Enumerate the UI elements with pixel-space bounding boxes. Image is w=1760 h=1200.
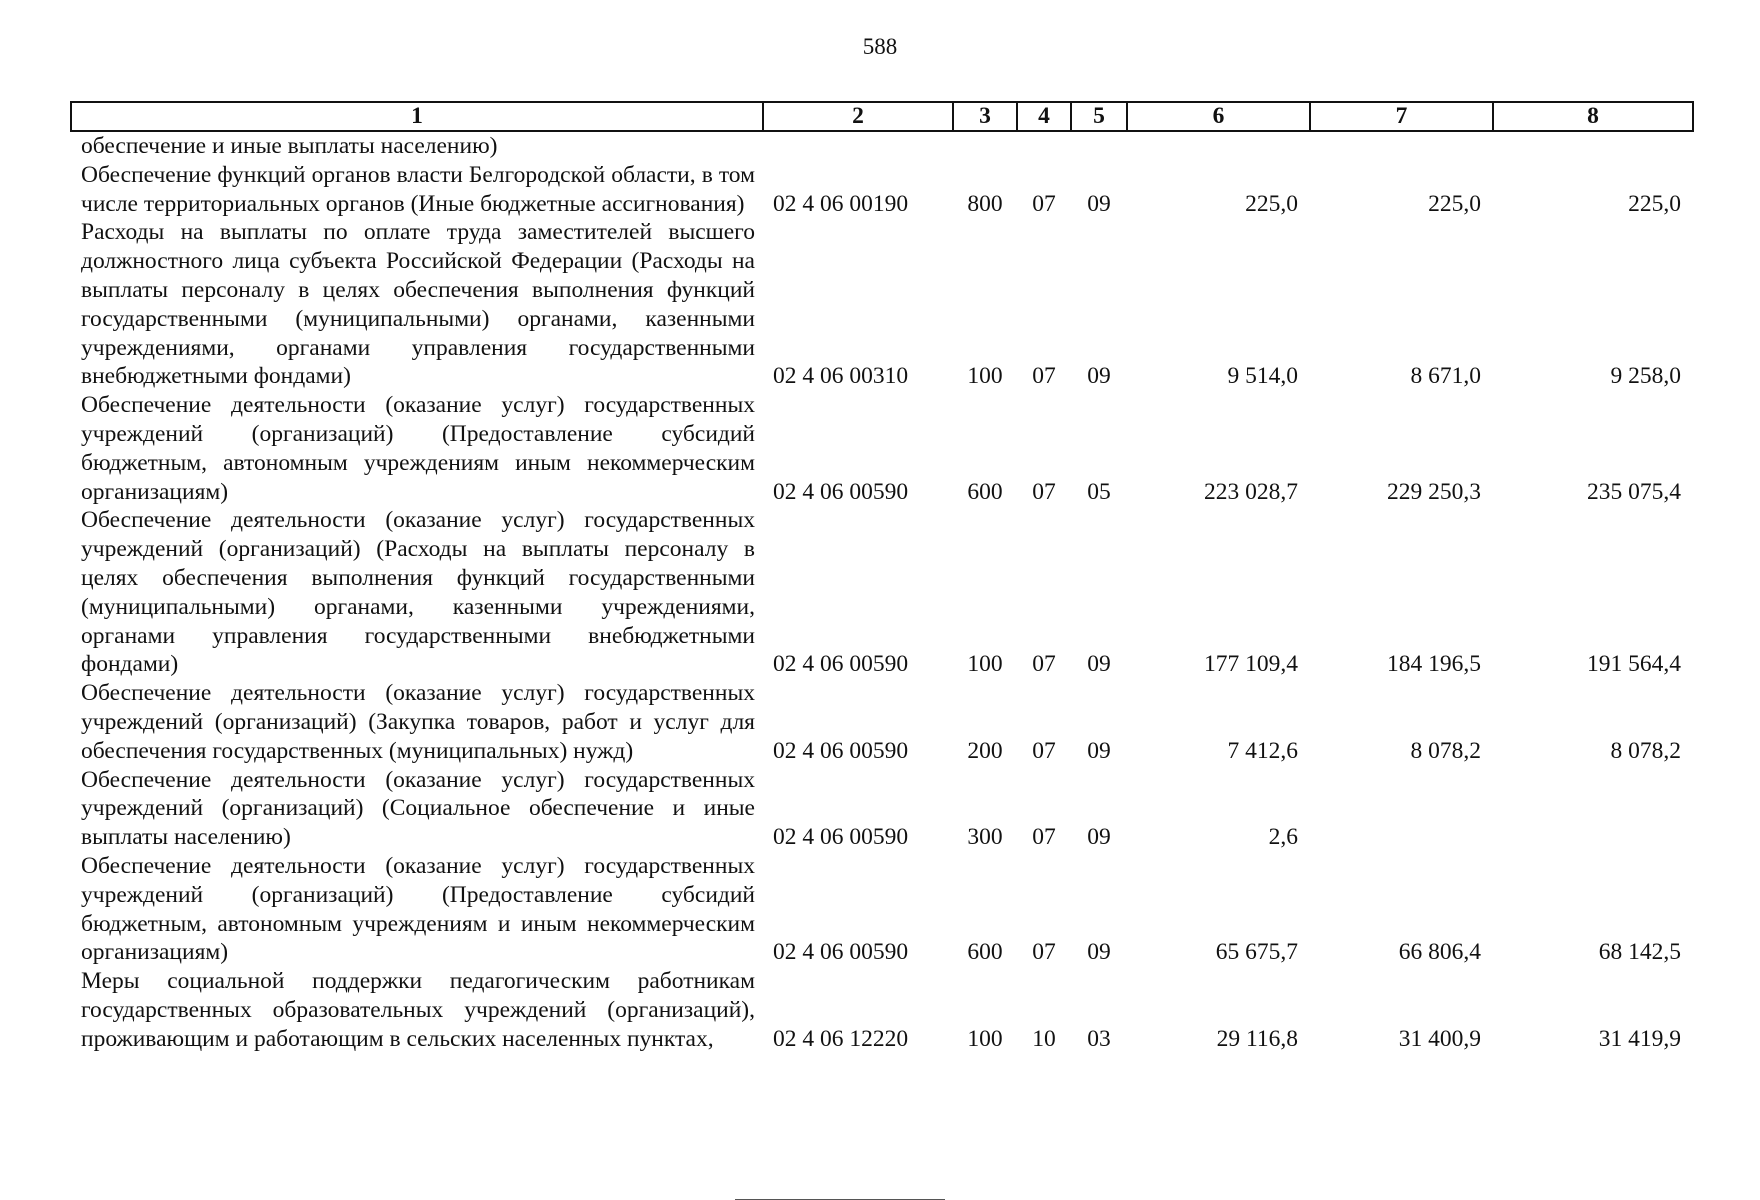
row-col-5: 09	[1087, 737, 1111, 764]
row-code: 02 4 06 00590	[773, 478, 909, 505]
row-col-3: 800	[967, 190, 1003, 217]
row-col-6: 223 028,7	[1204, 478, 1298, 505]
row-col-8: 8 078,2	[1610, 737, 1681, 764]
row-col-4: 07	[1032, 478, 1056, 505]
row-name: Обеспечение деятельности (оказание услуг) государственных учреждений (организаций) (Закупка товаров, работ и услуг для обеспечения государственных (муниципальных) нужд)	[81, 680, 755, 764]
row-col-7: 225,0	[1428, 190, 1481, 217]
header-col-4: 4	[1017, 102, 1071, 131]
row-col-7: 8 078,2	[1410, 737, 1481, 764]
row-col-4: 07	[1032, 737, 1056, 764]
header-col-1: 1	[71, 102, 763, 131]
table-row	[71, 218, 1693, 391]
row-col-4: 07	[1032, 190, 1056, 217]
page-number: 588	[862, 34, 898, 59]
row-col-3: 600	[967, 478, 1003, 505]
row-col-8	[1493, 766, 1693, 852]
row-col-4: 10	[1032, 1025, 1056, 1052]
table-row	[71, 766, 1693, 852]
row-col-6: 177 109,4	[1204, 651, 1298, 678]
row-col-7	[1310, 131, 1493, 161]
row-col-8: 235 075,4	[1587, 478, 1681, 505]
row-col-8	[1493, 131, 1693, 161]
row-col-7: 8 671,0	[1410, 363, 1481, 390]
row-col-4: 07	[1032, 651, 1056, 678]
row-code: 02 4 06 12220	[773, 1025, 909, 1052]
row-name: Меры социальной поддержки педагогическим работникам государственных образовательных учреждений (организаций), проживающим и работающим в сельских населенных пунктах,	[81, 968, 755, 1052]
row-col-6: 7 412,6	[1227, 737, 1298, 764]
row-col-7: 66 806,4	[1398, 939, 1481, 966]
row-col-6: 29 116,8	[1216, 1025, 1298, 1052]
row-col-6: 225,0	[1245, 190, 1298, 217]
header-row	[71, 102, 1693, 131]
row-col-3: 200	[967, 737, 1003, 764]
row-col-6: 2,6	[1268, 824, 1298, 851]
row-col-8: 68 142,5	[1598, 939, 1681, 966]
header-col-7: 7	[1310, 102, 1493, 131]
row-col-3: 300	[967, 824, 1003, 851]
row-name: Расходы на выплаты по оплате труда заместителей высшего должностного лица субъекта Российской Федерации (Расходы на выплаты персоналу в целях обеспечения выполнения функций государственными (муниципальными) органами, казенными учреждениями, органами управления государственными внебюджетными фондами)	[81, 219, 755, 390]
row-code: 02 4 06 00590	[773, 939, 909, 966]
row-col-5: 09	[1087, 363, 1111, 390]
table-row	[71, 967, 1693, 1053]
header-col-3: 3	[953, 102, 1017, 131]
row-col-5: 09	[1087, 939, 1111, 966]
row-col-6: 9 514,0	[1227, 363, 1298, 390]
row-col-3: 100	[967, 363, 1003, 390]
row-col-4: 07	[1032, 363, 1056, 390]
row-col-4	[1017, 131, 1071, 161]
row-col-7: 184 196,5	[1387, 651, 1481, 678]
row-col-8: 31 419,9	[1598, 1025, 1681, 1052]
row-name: Обеспечение деятельности (оказание услуг) государственных учреждений (организаций) (Предоставление субсидий бюджетным, автономным учреждениям и иным некоммерческим организациям)	[81, 852, 755, 966]
row-code: 02 4 06 00590	[773, 737, 909, 764]
budget-table	[70, 101, 1694, 1054]
row-name: Обеспечение деятельности (оказание услуг) государственных учреждений (организаций) (Расходы на выплаты персоналу в целях обеспечения выполнения функций государственными (муниципальными) органами, казенными учреждениями, органами управления государственными внебюджетными фондами)	[81, 507, 755, 678]
row-col-5: 05	[1087, 478, 1111, 505]
table-row	[71, 161, 1693, 219]
row-name: Обеспечение функций органов власти Белгородской области, в том числе территориальных органов (Иные бюджетные ассигнования)	[81, 161, 755, 217]
row-col-5: 09	[1087, 824, 1111, 851]
row-col-8: 225,0	[1628, 190, 1681, 217]
row-col-5: 09	[1087, 190, 1111, 217]
row-col-4: 07	[1032, 939, 1056, 966]
row-col-5	[1071, 131, 1127, 161]
row-name: обеспечение и иные выплаты населению)	[81, 133, 498, 159]
row-col-5: 03	[1087, 1025, 1111, 1052]
row-name: Обеспечение деятельности (оказание услуг) государственных учреждений (организаций) (Социальное обеспечение и иные выплаты населению)	[81, 766, 755, 851]
row-col-7	[1310, 766, 1493, 852]
header-col-8: 8	[1493, 102, 1693, 131]
row-col-4: 07	[1032, 824, 1056, 851]
table-row	[71, 131, 1693, 161]
row-code: 02 4 06 00190	[773, 190, 909, 217]
table-row	[71, 391, 1693, 506]
table-row	[71, 679, 1693, 765]
header-col-6: 6	[1127, 102, 1310, 131]
header-col-5: 5	[1071, 102, 1127, 131]
row-col-3: 100	[967, 651, 1003, 678]
row-col-6	[1127, 131, 1310, 161]
row-code: 02 4 06 00590	[773, 824, 909, 851]
row-col-8: 9 258,0	[1610, 363, 1681, 390]
row-col-8: 191 564,4	[1587, 651, 1681, 678]
row-col-7: 229 250,3	[1387, 478, 1481, 505]
header-col-2: 2	[763, 102, 953, 131]
row-col-5: 09	[1087, 651, 1111, 678]
table-row	[71, 506, 1693, 679]
row-col-3	[953, 131, 1017, 161]
row-code: 02 4 06 00590	[773, 651, 909, 678]
row-name: Обеспечение деятельности (оказание услуг) государственных учреждений (организаций) (Предоставление субсидий бюджетным, автономным учреждениям иным некоммерческим организациям)	[81, 392, 755, 505]
row-col-6: 65 675,7	[1215, 939, 1298, 966]
table-row	[71, 852, 1693, 967]
row-col-7: 31 400,9	[1398, 1025, 1481, 1052]
row-code	[763, 131, 953, 161]
row-col-3: 100	[967, 1025, 1003, 1052]
row-code: 02 4 06 00310	[773, 363, 909, 390]
row-col-3: 600	[967, 939, 1003, 966]
